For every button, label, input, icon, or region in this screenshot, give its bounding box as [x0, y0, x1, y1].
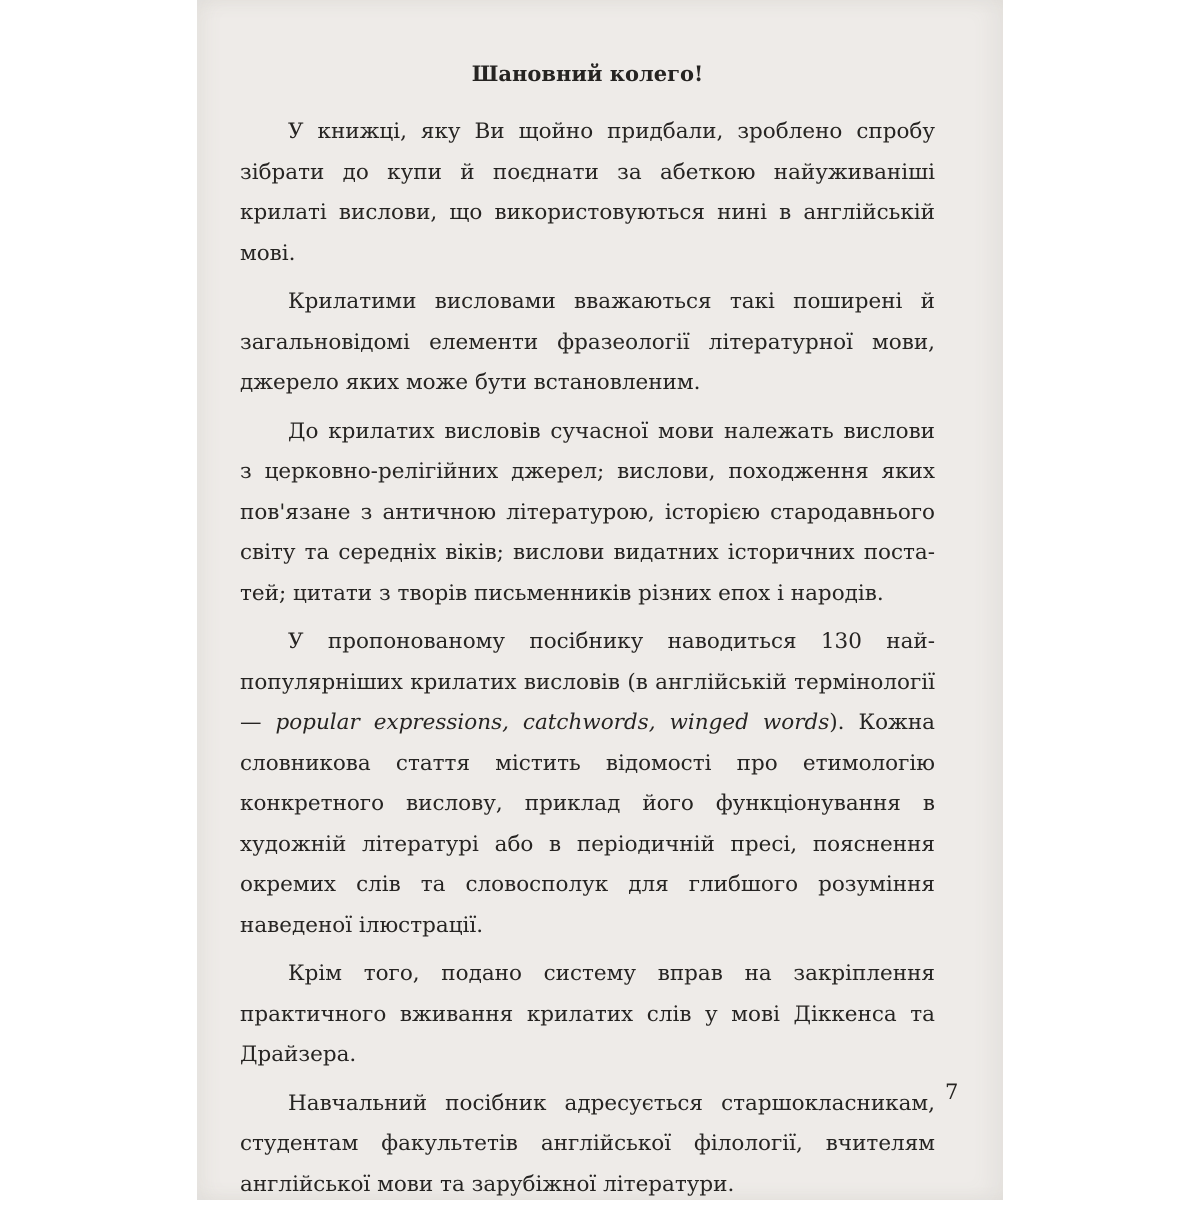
paragraph — [240, 112, 935, 274]
text-run: Навчальний посібник адресується старшокласникам, студентам факультетів англійської філології, вчителям англійської мови та зарубіжної літератури. — [240, 1090, 935, 1197]
italic-term-run: popular expressions, catchwords, winged words — [275, 710, 830, 735]
page-number: 7 — [945, 1080, 959, 1104]
text-run: До крилатих висловів сучасної мови належать вислови з церковно-релігійних джерел; вислови, походження яких пов'язане з античною літературою, історією стародавнього світу та середніх віків; вислови видатних історичних постатей; цитати з творів письменників різних епох і народів. — [240, 418, 935, 606]
page-body — [240, 56, 935, 1213]
text-run: У книжці, яку Ви щойно придбали, зроблено спробу зібрати до купи й поєднати за абеткою найуживаніші крилаті вислови, що використовуються нині в англійській мові. — [240, 119, 935, 266]
paragraph — [240, 1084, 935, 1206]
text-run: ). Кожна словникова стаття містить відомості про етимологію конкретного вислову, приклад його функціонування в художній літературі або в періодичній пресі, пояснення окремих слів та словосполук для глибшого розуміння наведеної ілюстрації. — [240, 710, 935, 938]
paragraph — [240, 282, 935, 404]
text-run: У пропонованому посібнику наводиться 130 найпопулярніших крилатих висловів (в англійській термінології — — [240, 629, 935, 735]
page-title: Шановний колего! — [471, 61, 704, 86]
book-page — [197, 0, 1003, 1200]
paragraph — [240, 954, 935, 1076]
text-run: Крім того, подано систему вправ на закріплення практичного вживання крилатих слів у мові Діккенса та Драйзера. — [240, 961, 935, 1067]
paragraph — [240, 622, 935, 946]
paragraph-list — [240, 112, 935, 1205]
text-run: Крилатими висловами вважаються такі поширені й загальновідомі елементи фразеології літературної мови, джерело яких може бути встановленим. — [240, 289, 935, 395]
paragraph — [240, 412, 935, 615]
